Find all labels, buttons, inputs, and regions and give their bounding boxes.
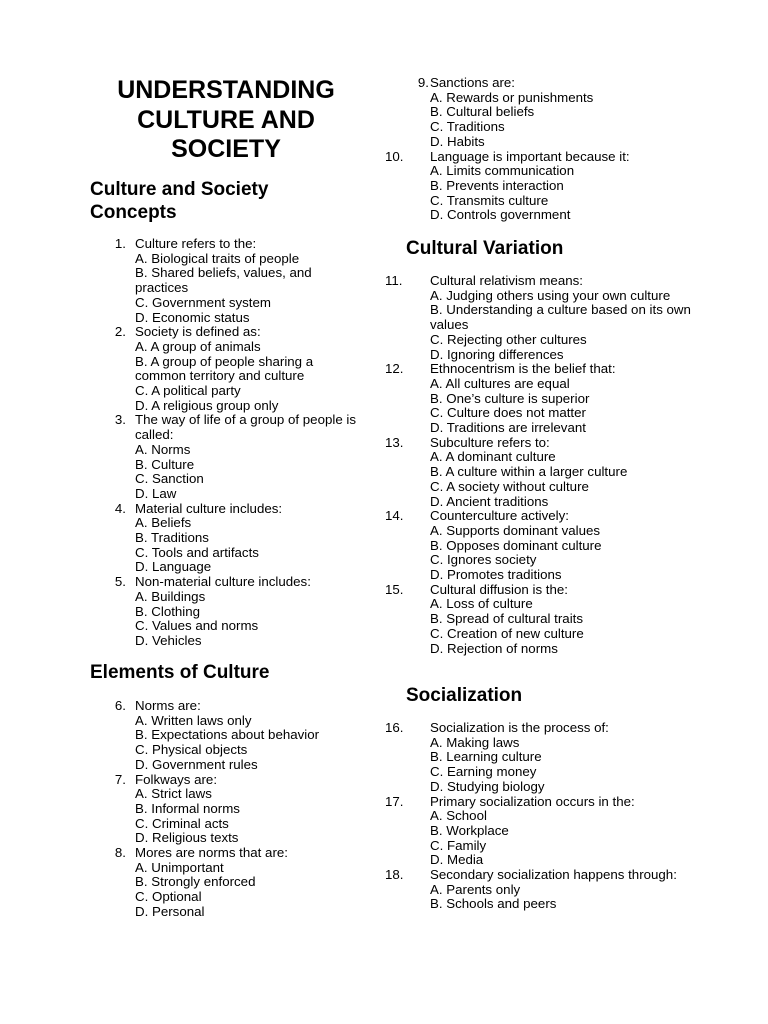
- question-list-variation: [385, 273, 698, 656]
- answer-option: D. Controls government: [430, 207, 571, 223]
- answer-option: A. Unimportant: [135, 859, 224, 875]
- answer-option: A. Loss of culture: [430, 596, 533, 612]
- question-stem: Mores are norms that are:: [135, 845, 288, 861]
- answer-option: D. Government rules: [135, 756, 258, 772]
- question-item: [90, 237, 360, 325]
- answer-option: D. Language: [135, 559, 212, 575]
- answer-option: B. Informal norms: [135, 800, 240, 816]
- answer-option: A. School: [430, 808, 487, 824]
- answer-option: C. Family: [430, 837, 487, 853]
- question-stem: Counterculture actively:: [430, 508, 569, 524]
- question-item: [90, 773, 360, 847]
- answer-option: A. Written laws only: [135, 712, 252, 728]
- question-number: 17.: [385, 793, 404, 809]
- answer-option: D. Law: [135, 485, 177, 501]
- answer-option: D. Ancient traditions: [430, 493, 549, 509]
- section-heading-concepts: Culture and Society Concepts: [90, 179, 269, 223]
- question-stem: The way of life of a group of people is called:: [135, 412, 357, 443]
- question-stem: Folkways are:: [135, 771, 218, 787]
- question-list-continued: [385, 75, 698, 223]
- question-stem: Subculture refers to:: [430, 434, 550, 450]
- question-item: [90, 502, 360, 576]
- question-number: 2.: [114, 324, 126, 340]
- question-stem: Material culture includes:: [135, 500, 283, 516]
- answer-option: D. Personal: [135, 903, 205, 919]
- question-item: [90, 699, 360, 773]
- answer-option: A. Biological traits of people: [135, 250, 300, 266]
- question-stem: Cultural relativism means:: [430, 273, 583, 288]
- answer-option: D. A religious group only: [135, 397, 279, 413]
- question-stem: Secondary socialization happens through:: [430, 867, 677, 883]
- answer-option: A. Norms: [135, 441, 191, 457]
- question-item: [408, 76, 698, 150]
- answer-option: D. Media: [430, 852, 484, 868]
- question-number: 13.: [385, 434, 404, 450]
- section-heading-elements: Elements of Culture: [90, 662, 270, 683]
- question-stem: Sanctions are:: [430, 75, 516, 90]
- question-item: [385, 581, 698, 657]
- answer-option: C. A society without culture: [430, 478, 589, 494]
- question-stem: Language is important because it:: [430, 148, 630, 164]
- question-number: 8.: [114, 845, 126, 861]
- question-stem: Primary socialization occurs in the:: [430, 793, 635, 809]
- question-item: [90, 325, 360, 413]
- question-stem: Ethnocentrism is the belief that:: [430, 361, 616, 377]
- answer-option: C. Values and norms: [135, 618, 259, 634]
- question-stem: Cultural diffusion is the:: [430, 581, 568, 597]
- question-number: 10.: [385, 148, 404, 164]
- question-item: [385, 434, 698, 510]
- answer-option: D. Promotes traditions: [430, 567, 562, 583]
- question-list-concepts: [90, 237, 360, 649]
- answer-option: C. Sanction: [135, 471, 204, 487]
- answer-option: A. Buildings: [135, 588, 206, 604]
- question-number: 14.: [385, 508, 404, 524]
- answer-option: C. Culture does not matter: [430, 405, 586, 421]
- question-number: 9.: [417, 75, 429, 90]
- answer-option: B. Shared beliefs, values, and practices: [135, 265, 312, 296]
- answer-option: A. A dominant culture: [430, 449, 556, 465]
- answer-option: C. Transmits culture: [430, 192, 549, 208]
- answer-option: B. Culture: [135, 456, 195, 472]
- answer-option: D. Religious texts: [135, 830, 239, 846]
- answer-option: C. Traditions: [430, 119, 505, 135]
- answer-option: D. Traditions are irrelevant: [430, 420, 586, 436]
- question-item: [385, 793, 698, 869]
- answer-option: B. Understanding a culture based on its own values: [430, 302, 691, 333]
- answer-option: B. Expectations about behavior: [135, 727, 320, 743]
- answer-option: A. Beliefs: [135, 515, 192, 531]
- question-number: 12.: [385, 361, 404, 377]
- question-item: [385, 508, 698, 583]
- answer-option: B. A culture within a larger culture: [430, 464, 628, 480]
- answer-option: C. Government system: [135, 294, 271, 310]
- question-number: 16.: [385, 720, 404, 735]
- answer-option: A. Parents only: [430, 881, 521, 897]
- answer-option: B. Traditions: [135, 530, 209, 546]
- answer-option: D. Studying biology: [430, 778, 545, 794]
- question-number: 5.: [114, 574, 126, 590]
- question-list-elements: [90, 699, 360, 920]
- question-number: 3.: [114, 412, 126, 428]
- answer-option: C. Ignores society: [430, 552, 537, 568]
- question-stem: Culture refers to the:: [135, 236, 257, 251]
- question-stem: Society is defined as:: [135, 324, 261, 340]
- document-title: UNDERSTANDING CULTURE AND SOCIETY: [117, 76, 335, 163]
- answer-option: D. Habits: [430, 133, 485, 149]
- answer-option: B. Prevents interaction: [430, 177, 564, 193]
- question-item: [385, 148, 698, 224]
- answer-option: B. Opposes dominant culture: [430, 537, 602, 553]
- answer-option: C. Tools and artifacts: [135, 544, 259, 560]
- answer-option: B. Schools and peers: [430, 896, 557, 912]
- answer-option: A. Strict laws: [135, 786, 212, 802]
- answer-option: B. Clothing: [135, 603, 201, 619]
- answer-option: D. Ignoring differences: [430, 346, 564, 362]
- answer-option: C. Physical objects: [135, 742, 248, 758]
- answer-option: A. Rewards or punishments: [430, 89, 594, 105]
- answer-option: D. Rejection of norms: [430, 640, 558, 656]
- answer-option: D. Economic status: [135, 309, 250, 325]
- answer-option: B. One’s culture is superior: [430, 390, 590, 406]
- question-number: 18.: [385, 867, 404, 883]
- answer-option: C. Creation of new culture: [430, 625, 584, 641]
- answer-option: B. Strongly enforced: [135, 874, 256, 890]
- question-item: [385, 361, 698, 436]
- question-stem: Non-material culture includes:: [135, 574, 311, 590]
- answer-option: A. A group of animals: [135, 338, 261, 354]
- question-number: 7.: [114, 771, 126, 787]
- answer-option: D. Vehicles: [135, 632, 202, 648]
- answer-option: B. Workplace: [430, 822, 509, 838]
- answer-option: A. Supports dominant values: [430, 522, 601, 538]
- question-number: 1.: [114, 236, 126, 251]
- answer-option: A. Limits communication: [430, 163, 575, 179]
- answer-option: B. Learning culture: [430, 749, 542, 765]
- answer-option: A. Making laws: [430, 734, 520, 750]
- answer-option: C. Rejecting other cultures: [430, 331, 587, 347]
- question-number: 15.: [385, 581, 404, 597]
- section-heading-socialization: Socialization: [406, 685, 523, 706]
- question-list-socialization: [385, 720, 698, 912]
- question-stem: Socialization is the process of:: [430, 720, 609, 735]
- question-number: 11.: [385, 273, 403, 288]
- question-item: [90, 846, 360, 920]
- answer-option: B. Spread of cultural traits: [430, 611, 583, 627]
- answer-option: C. Optional: [135, 889, 202, 905]
- question-number: 6.: [114, 698, 126, 713]
- question-stem: Norms are:: [135, 698, 201, 713]
- answer-option: A. All cultures are equal: [430, 375, 570, 391]
- answer-option: B. Cultural beliefs: [430, 104, 535, 120]
- question-item: [385, 273, 698, 362]
- answer-option: C. Criminal acts: [135, 815, 229, 831]
- question-item: [90, 575, 360, 649]
- answer-option: B. A group of people sharing a common territory and culture: [135, 353, 314, 384]
- question-item: [385, 867, 698, 912]
- answer-option: C. Earning money: [430, 764, 537, 780]
- question-number: 4.: [114, 500, 126, 516]
- question-item: [385, 720, 698, 795]
- answer-option: C. A political party: [135, 383, 241, 399]
- answer-option: A. Judging others using your own culture: [430, 287, 671, 303]
- section-heading-variation: Cultural Variation: [406, 238, 564, 259]
- question-item: [90, 413, 360, 501]
